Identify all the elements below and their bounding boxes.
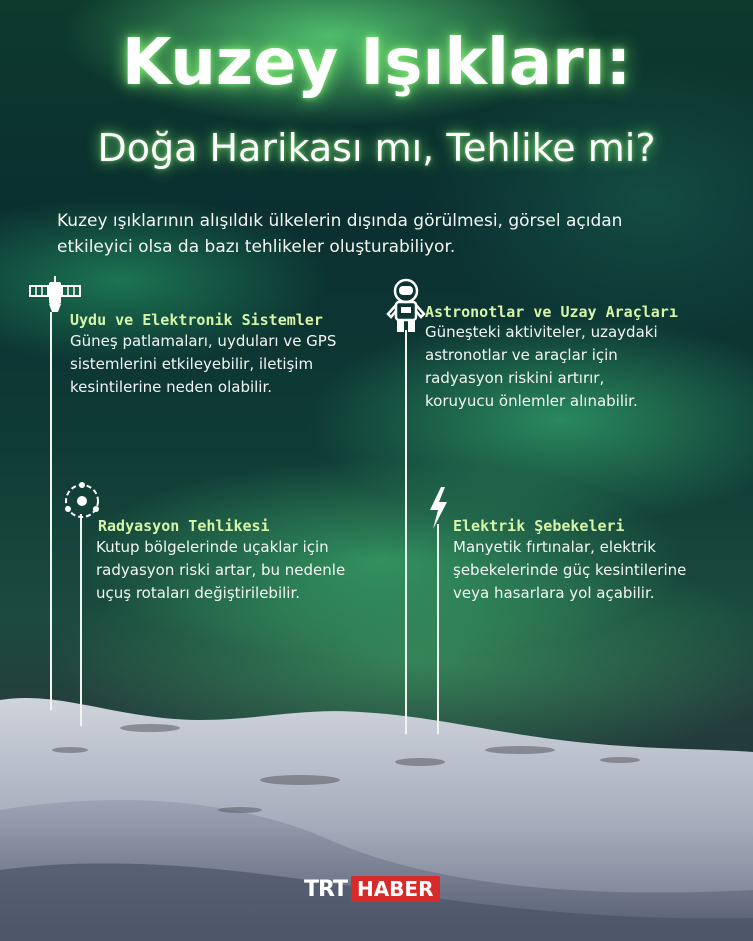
text-satellite (70, 330, 390, 399)
text-astronaut (425, 321, 735, 413)
heading-electric: Elektrik Şebekeleri (453, 517, 625, 535)
astronaut-icon (384, 278, 428, 334)
guide-line-left-outer (50, 312, 52, 710)
logo-haber: HABER (351, 876, 440, 902)
guide-line-right-outer (405, 330, 407, 734)
text-line: uçuş rotaları değiştirilebilir. (96, 584, 301, 602)
logo-trt: TRT (304, 876, 347, 902)
text-line: koruyucu önlemler alınabilir. (425, 392, 638, 410)
page-title: Kuzey Işıkları: (121, 26, 632, 100)
text-line: kesintilerine neden olabilir. (70, 378, 273, 396)
text-line: Güneşteki aktiviteler, uzaydaki (425, 323, 658, 341)
text-electric (453, 536, 743, 605)
text-radiation (96, 536, 416, 605)
text-line: veya hasarlara yol açabilir. (453, 584, 655, 602)
guide-line-left-inner (80, 514, 82, 726)
heading-radiation: Radyasyon Tehlikesi (98, 517, 270, 535)
radiation-icon (62, 481, 102, 521)
heading-astronaut: Astronotlar ve Uzay Araçları (425, 303, 678, 321)
trt-haber-logo (304, 876, 440, 902)
text-line: radyasyon riski artar, bu nedenle (96, 561, 346, 579)
lightning-icon (426, 486, 450, 530)
guide-line-right-inner (437, 524, 439, 734)
text-line: radyasyon riskini artırır, (425, 369, 605, 387)
satellite-icon (28, 274, 84, 316)
text-line: sistemlerini etkileyebilir, iletişim (70, 355, 314, 373)
text-line: Manyetik fırtınalar, elektrik (453, 538, 656, 556)
text-line: Kutup bölgelerinde uçaklar için (96, 538, 329, 556)
heading-satellite: Uydu ve Elektronik Sistemler (70, 311, 323, 329)
page-subtitle: Doğa Harikası mı, Tehlike mi? (97, 126, 656, 170)
text-line: astronotlar ve araçlar için (425, 346, 618, 364)
text-line: Güneş patlamaları, uyduları ve GPS (70, 332, 337, 350)
text-line: şebekelerinde güç kesintilerine (453, 561, 687, 579)
snowy-hills (0, 690, 753, 941)
intro-text: Kuzey ışıklarının alışıldık ülkelerin dışında görülmesi, görsel açıdan etkileyici olsa da bazı tehlikeler oluşturabiliyor. (57, 211, 623, 257)
